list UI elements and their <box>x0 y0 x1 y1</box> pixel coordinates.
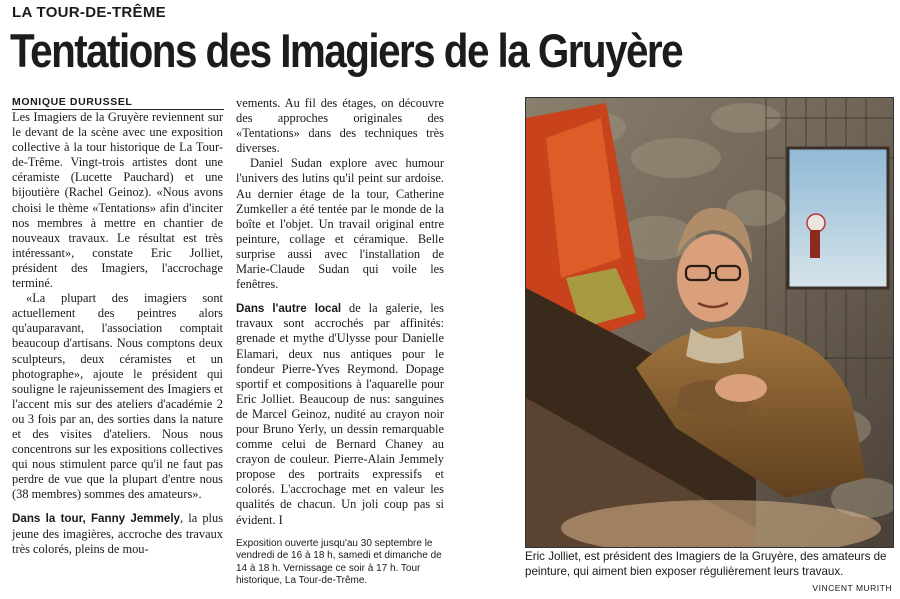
kicker: LA TOUR-DE-TRÊME <box>12 4 166 21</box>
paragraph-sudan: Daniel Sudan explore avec humour l'univers des lutins qu'il peint sur ardoise. Au dernier étage de la tour, Catherine Zumkeller a été tentée par le monde de la boîte et l'objet. Un travail original entre peinture, collage et céramique. Belle surprise aussi avec l'installation de Marie-Claude Sudan qui voile les fenêtres. <box>236 156 444 292</box>
photo-illustration <box>526 98 893 547</box>
photo-credit: VINCENT MURITH <box>812 583 892 593</box>
byline: MONIQUE DURUSSEL <box>12 96 224 110</box>
lead-in-tour: Dans la tour, Fanny Jemmely <box>12 512 181 526</box>
column-1 <box>12 110 223 557</box>
exhibition-info: Exposition ouverte jusqu'au 30 septembre le vendredi de 16 à 18 h, samedi et dimanche de 14 à 18 h. Vernissage ce soir à 17 h. Tour historique, La Tour-de-Trême. <box>236 537 442 587</box>
paragraph-tour-text: , la plus jeune des imagières, accroche des travaux très colorés, pleins de mou- <box>12 511 224 556</box>
paragraph-local-text: de la galerie, les travaux sont accrochés par affinités: grenade et mythe d'Ulysse pour Danielle Elamari, deux nus antiques pour le fondeur Pierre-Yves Reymond. Dopage sportif et compositions à l'aquarelle pour Eric Jolliet. Beaucoup de nus: sanguines de Marcel Geinoz, nudité au crayon noir pour Bruno Yerly, un dessin remarquable comme celui de Bernard Chaney au crayon de couleur. Pierre-Alain Jemmely propose des portraits expressifs et colorés. L'accrochage met en valeur les qualités de chacun. Un joli coup pas si évident. I <box>236 301 444 527</box>
lead-in-local: Dans l'autre local <box>236 302 342 316</box>
photo-caption: Eric Jolliet, est président des Imagiers de la Gruyère, des amateurs de peinture, qui aiment bien exposer régulièrement leurs travaux. <box>525 550 887 578</box>
paragraph-tour <box>12 511 223 556</box>
column-2 <box>236 96 444 588</box>
paragraph-intro: Les Imagiers de la Gruyère reviennent sur le devant de la scène avec une exposition collective à la tour historique de La Tour-de-Trême. Vingt-trois artistes dont une céramiste (Lucette Pauchard) et une bijoutière (Rachel Geinoz). «Nous avons choisi le thème «Tentations» afin d'inciter nos membres à mettre en chantier de nouveaux travaux. Le résultat est très intéressant», constate Eric Jolliet, président des Imagiers, l'accrochage terminé. <box>12 110 223 291</box>
paragraph-local <box>236 301 444 527</box>
paragraph-quote: «La plupart des imagiers sont actuellement des peintres alors qu'auparavant, l'association comptait beaucoup d'artisans. Nous comptons deux sculpteurs, deux céramistes et un photographe», ajoute le président qui souligne le rajeunissement des Imagiers et l'accent mis sur des ateliers d'académie 2 ou 3 fois par an, des sorties dans la nature et des visites d'ateliers. Nous nous concentrons sur les expositions collectives qui nous stimulent parce qu'il ne faut pas perdre de vue que la plupart d'entre nous (38 membres) sommes des amateurs». <box>12 291 223 502</box>
paragraph-etages: vements. Au fil des étages, on découvre des approches originales des «Tentations» dans des techniques très diverses. <box>236 96 444 156</box>
article-photo <box>525 97 894 548</box>
headline: Tentations des Imagiers de la Gruyère <box>10 24 683 77</box>
